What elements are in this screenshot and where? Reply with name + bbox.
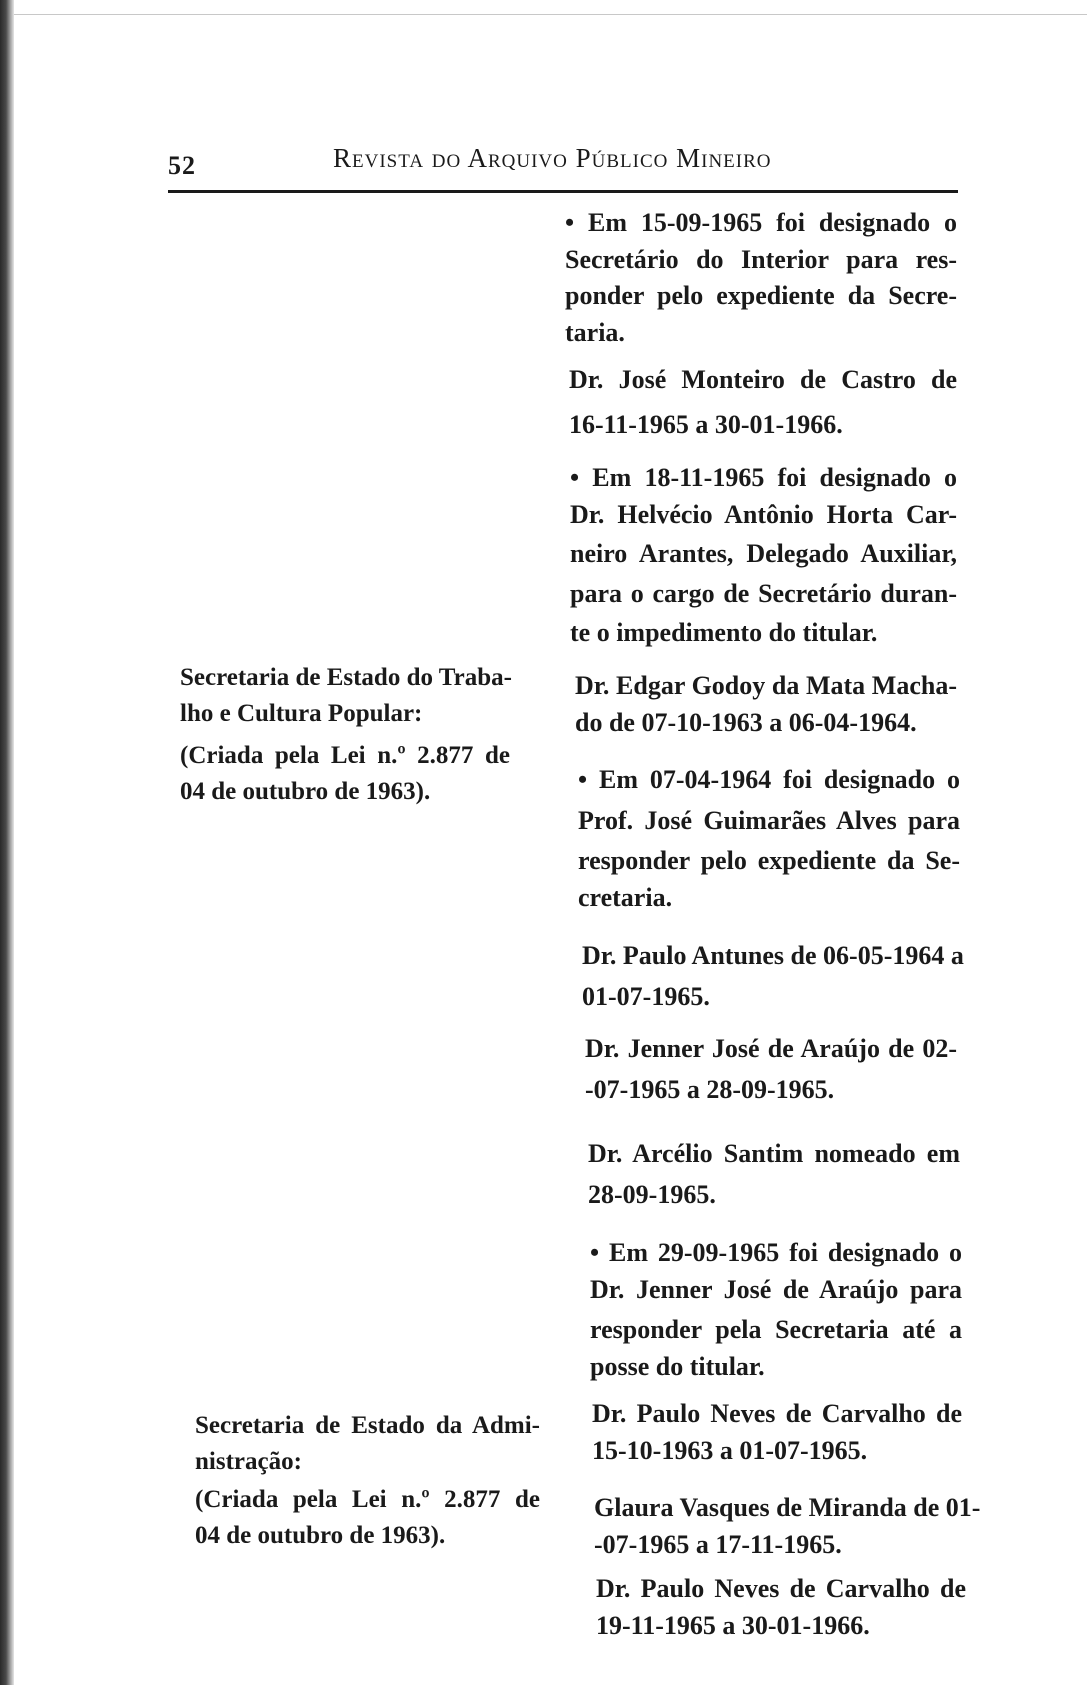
entry-line: Dr. Paulo Antunes de 06-05-1964 a <box>582 941 964 970</box>
heading-line: nistração: <box>195 1448 302 1475</box>
page-binding-edge <box>0 0 14 1685</box>
entry-line: Secretário do Interior para res- <box>565 244 957 274</box>
entry-line: Dr. Helvécio Antônio Horta Car- <box>570 499 957 529</box>
entry-line: Dr. Jenner José de Araújo para <box>590 1274 962 1304</box>
entry-line: 16-11-1965 a 30-01-1966. <box>569 409 843 439</box>
entry-paulo-antunes <box>582 938 964 1015</box>
entry-line: -07-1965 a 17-11-1965. <box>594 1529 842 1559</box>
heading-secretaria-administracao <box>195 1408 540 1554</box>
heading-line: (Criada pela Lei n.º 2.877 de <box>195 1486 540 1513</box>
running-head <box>168 139 958 179</box>
entry-line: Dr. Jenner José de Araújo de 02- <box>585 1034 957 1063</box>
entry-paulo-neves-1965 <box>596 1571 966 1644</box>
heading-line: (Criada pela Lei n.º 2.877 de <box>180 742 510 769</box>
heading-secretaria-trabalho <box>180 660 510 810</box>
heading-line: 04 de outubro de 1963). <box>195 1522 446 1549</box>
entry-line: posse do titular. <box>590 1351 765 1381</box>
entry-line: cretaria. <box>578 882 673 912</box>
heading-line: Secretaria de Estado da Admi- <box>195 1412 540 1439</box>
entry-line: te o impedimento do titular. <box>570 618 878 647</box>
entry-godoy-da-mata-machado <box>575 668 957 741</box>
entry-line: • Em 15-09-1965 foi designado o <box>565 208 957 237</box>
entry-line: Prof. José Guimarães Alves para <box>578 805 960 835</box>
entry-line: Dr. Edgar Godoy da Mata Macha- <box>575 671 957 700</box>
entry-line: Dr. Paulo Neves de Carvalho de <box>592 1399 962 1428</box>
entry-designation-jenner-araujo <box>590 1235 962 1385</box>
entry-line: -07-1965 a 28-09-1965. <box>585 1074 835 1104</box>
header-rule <box>168 190 958 193</box>
entry-line: responder pela Secretaria até a <box>590 1315 962 1344</box>
entry-line: Dr. José Monteiro de Castro de <box>569 365 957 394</box>
entry-line: • Em 07-04-1964 foi designado o <box>578 765 960 794</box>
entry-line: • Em 29-09-1965 foi designado o <box>590 1238 962 1267</box>
entry-paulo-neves-1963 <box>592 1396 962 1469</box>
entry-glaura-vasques <box>594 1490 981 1563</box>
entry-line: ponder pelo expediente da Secre- <box>565 281 957 310</box>
entry-line: Glaura Vasques de Miranda de 01- <box>594 1493 981 1522</box>
entry-line: do de 07-10-1963 a 06-04-1964. <box>575 707 917 737</box>
heading-line: lho e Cultura Popular: <box>180 700 423 727</box>
heading-line: 04 de outubro de 1963). <box>180 778 431 805</box>
entry-arcelio-santim <box>588 1136 960 1213</box>
entry-line: 19-11-1965 a 30-01-1966. <box>596 1610 870 1640</box>
entry-line: neiro Arantes, Delegado Auxiliar, <box>570 539 957 568</box>
entry-line: taria. <box>565 317 625 347</box>
heading-line: Secretaria de Estado do Traba- <box>180 664 512 691</box>
entry-monteiro-de-castro <box>569 362 957 443</box>
entry-line: Dr. Arcélio Santim nomeado em <box>588 1139 960 1168</box>
entry-designation-interior <box>565 205 957 351</box>
entry-designation-horta-carneiro <box>570 460 957 652</box>
page-top-edge <box>14 14 1087 15</box>
entry-designation-guimaraes-alves <box>578 762 960 916</box>
entry-line: 28-09-1965. <box>588 1179 716 1209</box>
entry-line: • Em 18-11-1965 foi designado o <box>570 463 957 492</box>
entry-line: responder pelo expediente da Se- <box>578 846 960 875</box>
entry-line: 01-07-1965. <box>582 981 710 1011</box>
page-number: 52 <box>168 151 196 180</box>
entry-line: 15-10-1963 a 01-07-1965. <box>592 1435 868 1465</box>
entry-jenner-jose-de-araujo <box>585 1031 957 1108</box>
entry-line: Dr. Paulo Neves de Carvalho de <box>596 1574 966 1603</box>
journal-title: Revista do Arquivo Público Mineiro <box>333 143 772 173</box>
entry-line: para o cargo de Secretário duran- <box>570 578 957 608</box>
